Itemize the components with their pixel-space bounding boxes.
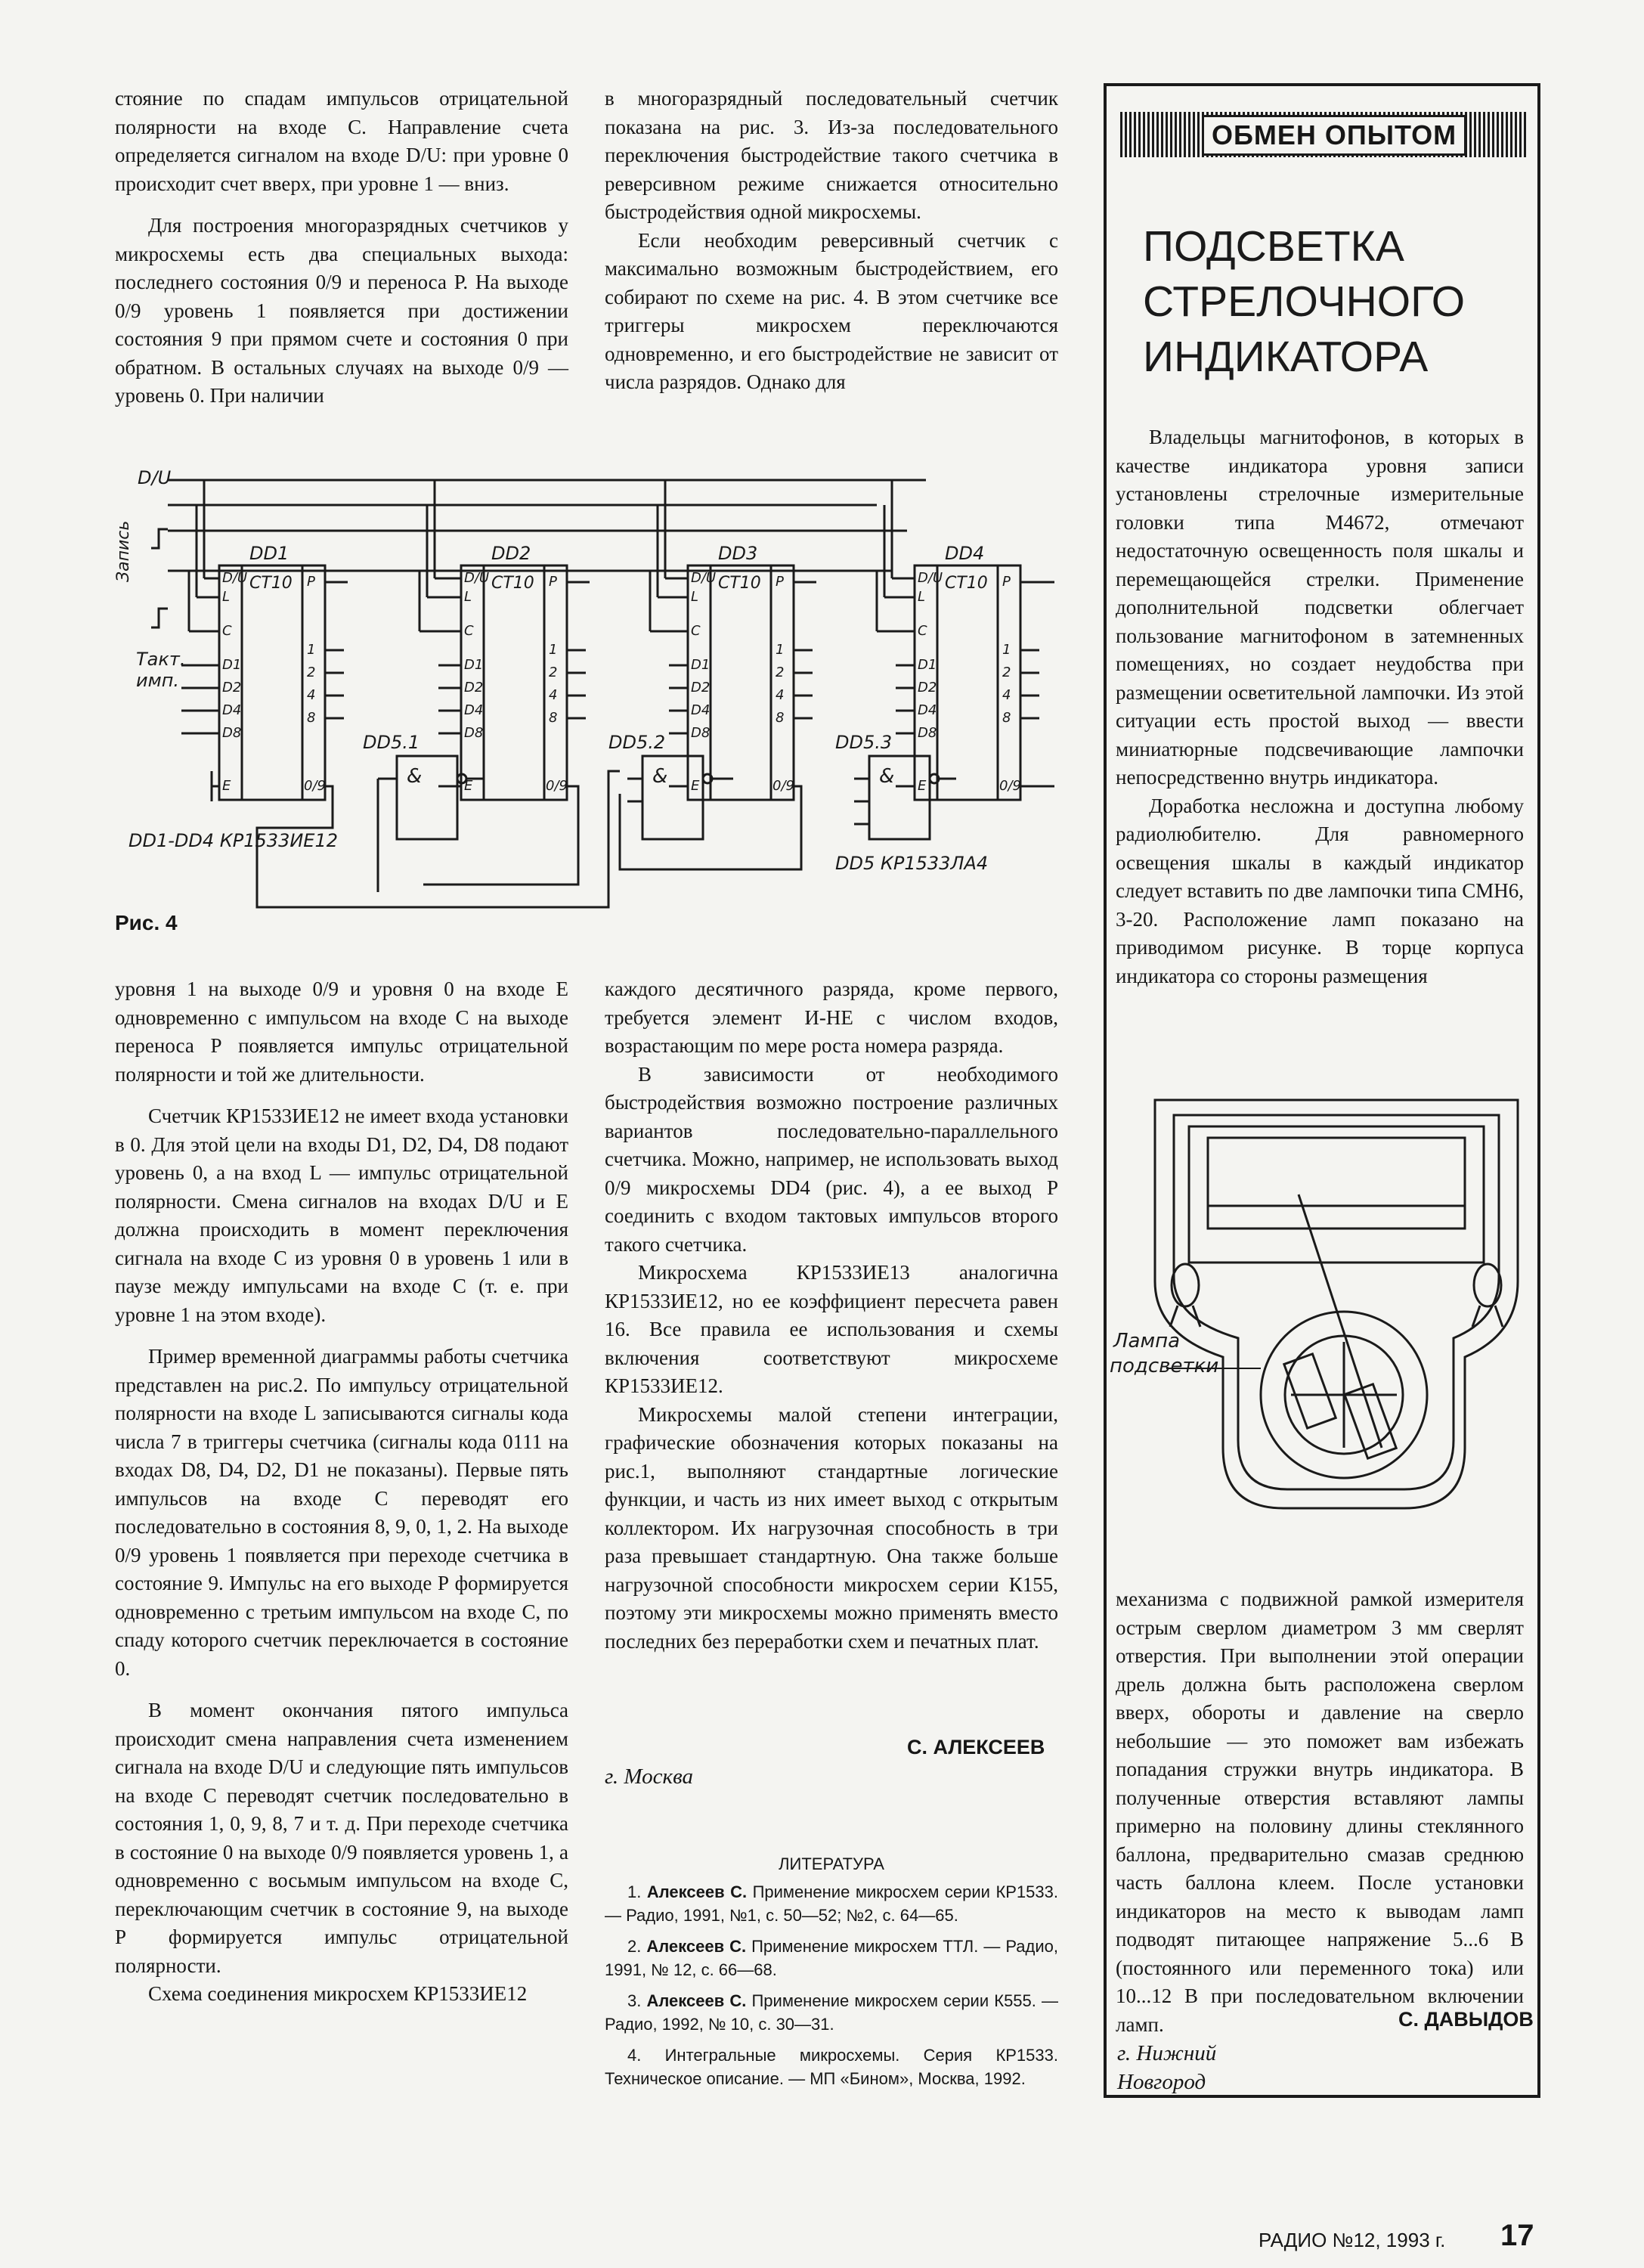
pin-label: D/U bbox=[918, 570, 943, 586]
rubric-label: ОБМЕН ОПЫТОМ bbox=[1202, 115, 1466, 156]
article-column-1 bbox=[115, 85, 568, 411]
author-signature: С. ДАВЫДОВ bbox=[1398, 2008, 1534, 2031]
paragraph: уровня 1 на выходе 0/9 и уровня 0 на входе Е одновременно с импульсом на входе С на выходе переноса Р появляется импульс отрицательной полярности и той же длительности. bbox=[115, 978, 568, 1086]
pin-label: D/U bbox=[464, 570, 490, 586]
rubric-banner bbox=[1120, 112, 1527, 157]
pin-label: D/U bbox=[222, 570, 248, 586]
paragraph: Для построения многоразрядных счетчиков у микросхемы есть два специальных выхода: последнего состояния 0/9 и переноса Р. На выходе 0/9 уровень 1 появляется при достижении состояния 9 при прямом счете и состояния 0 при обратном. В остальных случаях на выходе 0/9 — уровень 0. При наличии bbox=[115, 214, 568, 407]
signal-takt-label: Такт. bbox=[136, 649, 186, 670]
pin-label: D8 bbox=[222, 725, 242, 741]
figure-4-label: Рис. 4 bbox=[115, 911, 178, 934]
pin-label: L bbox=[222, 589, 231, 605]
pin-label: 8 bbox=[1002, 710, 1011, 726]
pin-label: D2 bbox=[464, 680, 484, 696]
gate-label: DD5.1 bbox=[363, 732, 420, 753]
signal-takt-label-2: имп. bbox=[136, 670, 180, 691]
pin-label: 0/9 bbox=[999, 778, 1021, 794]
article-column-2 bbox=[605, 85, 1058, 397]
literature-item: 2. Алексеев С. Применение микросхем ТТЛ. — Радио, 1991, № 12, с. 66—68. bbox=[605, 1937, 1058, 1979]
pin-label: D4 bbox=[691, 702, 711, 718]
gate-symbol: & bbox=[879, 765, 895, 788]
pin-label: D4 bbox=[918, 702, 937, 718]
pin-label: D8 bbox=[918, 725, 937, 741]
pin-label: D1 bbox=[464, 657, 484, 673]
ct-label: CT10 bbox=[718, 574, 761, 593]
figure-caption-right: DD5 КР1533ЛА4 bbox=[835, 853, 989, 874]
paragraph: Микросхемы малой степени интеграции, графические обозначения которых показаны на рис.1, выполняют стандартные логические функции, и часть из них имеет выход с открытым коллектором. Их нагрузочная способность в три раза превышает стандартную. Она также больше нагрузочной способности микросхем серии К155, поэтому эти микросхемы можно применять вместо последних без переработки схем и печатных плат. bbox=[605, 1402, 1058, 1653]
pin-label: 8 bbox=[776, 710, 785, 726]
pin-label: L bbox=[464, 589, 472, 605]
pin-label: 8 bbox=[307, 710, 316, 726]
pin-label: 0/9 bbox=[304, 778, 326, 794]
pin-label: L bbox=[691, 589, 699, 605]
pin-label: D/U bbox=[691, 570, 717, 586]
headline-line: ПОДСВЕТКА bbox=[1143, 222, 1404, 271]
pin-label: C bbox=[222, 623, 232, 639]
paragraph: каждого десятичного разряда, кроме первого, требуется элемент И-НЕ с числом входов, возрастающим по мере роста номера разряда. bbox=[605, 978, 1058, 1057]
pin-label: C bbox=[691, 623, 701, 639]
pin-label: 8 bbox=[549, 710, 558, 726]
literature-title: ЛИТЕРАТУРА bbox=[779, 1854, 884, 1873]
pin-label: P bbox=[307, 574, 315, 590]
pin-label: 2 bbox=[1002, 665, 1011, 680]
pin-label: D4 bbox=[222, 702, 242, 718]
pin-label: C bbox=[918, 623, 927, 639]
pin-label: E bbox=[918, 778, 927, 794]
paragraph: Владельцы магнитофонов, в которых в качестве индикатора уровня записи установлены стрелочные измерительные головки типа М4672, отмечают недостаточную освещенность поля шкалы и перемещающейся стрелки. Применение дополнительной подсветки облегчает пользование магнитофоном в затемненных помещениях, но создает неудобства при размещении осветительной лампочки. Из этой ситуации есть простой выход — ввести миниатюрные подсвечивающие лампочки непосредственно внутрь индикатора. bbox=[1116, 426, 1524, 789]
pin-label: D2 bbox=[691, 680, 711, 696]
pin-label: 2 bbox=[549, 665, 558, 680]
chip-label: DD4 bbox=[945, 543, 985, 564]
city-line: Новгород bbox=[1117, 2070, 1206, 2094]
paragraph: Доработка несложна и доступна любому радиолюбителю. Для равномерного освещения шкалы в каждый индикатор следует вставить по две лампочки типа СМН6, 3-20. Расположение ламп показано на приводимом рисунке. В торце корпуса индикатора со стороны размещения bbox=[1116, 794, 1524, 987]
sidebar-headline bbox=[1143, 219, 1536, 385]
ct-label: CT10 bbox=[491, 574, 534, 593]
paragraph: В момент окончания пятого импульса происходит смена направления счета изменением сигнала на входе D/U и следующие пять импульсов на входе С переводят счетчик последовательно в состояния 1, 0, 9, 8, 7 и т. д. При переходе счетчика в состояние 0 на выходе 0/9 появляется уровень 1, а одновременно с восьмым импульсом на входе С, переключающим счетчик в состояние 9, на выходе Р формируется импульс отрицательной полярности. bbox=[115, 1699, 568, 1977]
chip-label: DD3 bbox=[718, 543, 758, 564]
pin-label: 1 bbox=[776, 642, 785, 658]
pin-label: 4 bbox=[549, 687, 558, 703]
gate-label: DD5.3 bbox=[835, 732, 893, 753]
paragraph: Схема соединения микросхем КР1533ИЕ12 bbox=[148, 1982, 528, 2005]
figure-caption-left: DD1-DD4 КР1533ИЕ12 bbox=[128, 830, 338, 851]
signal-du-label: D/U bbox=[138, 467, 172, 488]
pin-label: D1 bbox=[222, 657, 242, 673]
paragraph: Пример временной диаграммы работы счетчика представлен на рис.2. По импульсу отрицательной полярности на входе L записываются сигналы кода числа 7 в триггеры счетчика (сигналы кода 0111 на входах D8, D4, D2, D1 не показаны). Первые пять импульсов на входе С переводят его последовательно в состояния 8, 9, 0, 1, 2. На выходе 0/9 уровень 1 появляется при переходе счетчика в состояние 9. Импульс на его выходе Р формируется одновременно с третьим импульсом на входе С, по спаду которого счетчик переключается в состояние 0. bbox=[115, 1345, 568, 1680]
pin-label: D2 bbox=[222, 680, 242, 696]
headline-line: ИНДИКАТОРА bbox=[1143, 333, 1429, 381]
gate-label: DD5.2 bbox=[608, 732, 666, 753]
pin-label: D1 bbox=[691, 657, 711, 673]
gate-symbol: & bbox=[407, 765, 423, 788]
chip-label: DD2 bbox=[491, 543, 531, 564]
article-column-3 bbox=[115, 975, 568, 2009]
literature-item: 4. Интегральные микросхемы. Серия КР1533. Техническое описание. — МП «Бином», Москва, 1992. bbox=[605, 2046, 1058, 2088]
sidebar-column-top bbox=[1116, 423, 1524, 990]
author-city bbox=[1117, 2039, 1216, 2096]
paragraph: Если необходим реверсивный счетчик с максимально возможным быстродействием, его собирают по схеме на рис. 4. В этом счетчике все триггеры микросхем переключаются одновременно, и его быстродействие не зависит от числа разрядов. Однако для bbox=[605, 228, 1058, 393]
issue-label: РАДИО №12, 1993 г. bbox=[1259, 2229, 1446, 2251]
pin-label: 4 bbox=[776, 687, 785, 703]
paragraph: Счетчик КР1533ИЕ12 не имеет входа установки в 0. Для этой цели на входы D1, D2, D4, D8 подают уровень 0, а на вход L — импульс отрицательной полярности. Смена сигналов на входах D/U и Е должна происходить в момент переключения сигнала на входе С из уровня 0 в уровень 1 или в паузе между импульсами на входе С (т. е. при уровне 1 на этом входе). bbox=[115, 1105, 568, 1326]
pin-label: 1 bbox=[549, 642, 558, 658]
lamp-label: Лампа bbox=[1113, 1330, 1181, 1352]
ct-label: CT10 bbox=[945, 574, 988, 593]
ct-label: CT10 bbox=[249, 574, 293, 593]
literature-item: 3. Алексеев С. Применение микросхем серии К555. — Радио, 1992, № 10, с. 30—31. bbox=[605, 1991, 1058, 2034]
page-number: 17 bbox=[1500, 2219, 1534, 2252]
pin-label: 4 bbox=[1002, 687, 1011, 703]
paragraph: В зависимости от необходимого быстродействия возможно построение различных вариантов последовательно-параллельного счетчика. Можно, например, не использовать выход 0/9 микросхемы DD4 (рис. 4), а ее выход Р соединить с входом тактовых импульсов второго такого счетчика. bbox=[605, 1062, 1058, 1256]
pin-label: 1 bbox=[307, 642, 316, 658]
pin-label: D1 bbox=[918, 657, 937, 673]
paragraph: в многоразрядный последовательный счетчик показана на рис. 3. Из-за последовательного переключения быстродействие такого счетчика в реверсивном режиме снижается относительно быстродействия одной микросхемы. bbox=[605, 87, 1058, 223]
pin-label: D4 bbox=[464, 702, 484, 718]
paragraph: Микросхема КР1533ИЕ13 аналогична КР1533ИЕ12, но ее коэффициент пересчета равен 16. Все правила ее использования и схемы включения соответствуют микросхеме КР1533ИЕ12. bbox=[605, 1261, 1058, 1397]
pin-label: P bbox=[776, 574, 784, 590]
author-city: г. Москва bbox=[605, 1765, 694, 1789]
pin-label: D8 bbox=[464, 725, 484, 741]
literature-item: 1. Алексеев С. Применение микросхем серии КР1533. — Радио, 1991, №1, с. 50—52; №2, с. 64—65. bbox=[605, 1882, 1058, 1925]
pin-label: D8 bbox=[691, 725, 711, 741]
pin-label: 2 bbox=[307, 665, 316, 680]
chip-label: DD1 bbox=[249, 543, 289, 564]
pin-label: E bbox=[464, 778, 473, 794]
headline-line: СТРЕЛОЧНОГО bbox=[1143, 277, 1466, 326]
paragraph: стояние по спадам импульсов отрицательной полярности на входе С. Направление счета определяется сигналом на входе D/U: при уровне 0 происходит счет вверх, при уровне 1 — вниз. bbox=[115, 87, 568, 195]
pin-label: 1 bbox=[1002, 642, 1011, 658]
pin-label: E bbox=[691, 778, 700, 794]
city-line: г. Нижний bbox=[1117, 2041, 1217, 2065]
figure-4-schematic bbox=[106, 446, 1088, 930]
pin-label: C bbox=[464, 623, 474, 639]
pin-label: P bbox=[1002, 574, 1011, 590]
paragraph: механизма с подвижной рамкой измерителя острым сверлом диаметром 3 мм сверлят отверстия. При выполнении этой операции дрель должна быть расположена сверлом вверх, обороты и давление на сверло небольшие — это поможет вам избежать попадания стружки внутрь индикатора. В полученные отверстия вставляют лампы примерно на половину длины стеклянного баллона, предварительно смазав среднюю часть баллона клеем. После установки индикаторов на место к выводам ламп подводят питающее напряжение 5...6 В (постоянного или переменного тока) или 10...12 В при последовательном включении ламп. bbox=[1116, 1588, 1524, 2036]
article-column-4 bbox=[605, 975, 1058, 1656]
pin-label: L bbox=[918, 589, 926, 605]
pin-label: 0/9 bbox=[546, 778, 568, 794]
signal-zapis-label: Запись bbox=[114, 520, 133, 582]
sidebar-column-bottom bbox=[1116, 1585, 1524, 2039]
author-signature: С. АЛЕКСЕЕВ bbox=[907, 1736, 1045, 1758]
pin-label: 0/9 bbox=[772, 778, 794, 794]
pin-label: P bbox=[549, 574, 557, 590]
indicator-drawing bbox=[1110, 1085, 1533, 1531]
pin-label: D2 bbox=[918, 680, 937, 696]
lamp-label: подсветки bbox=[1110, 1355, 1219, 1377]
pin-label: 4 bbox=[307, 687, 316, 703]
literature-list bbox=[605, 1852, 1058, 2098]
pin-label: 2 bbox=[776, 665, 785, 680]
gate-symbol: & bbox=[652, 765, 668, 788]
pin-label: E bbox=[222, 778, 231, 794]
